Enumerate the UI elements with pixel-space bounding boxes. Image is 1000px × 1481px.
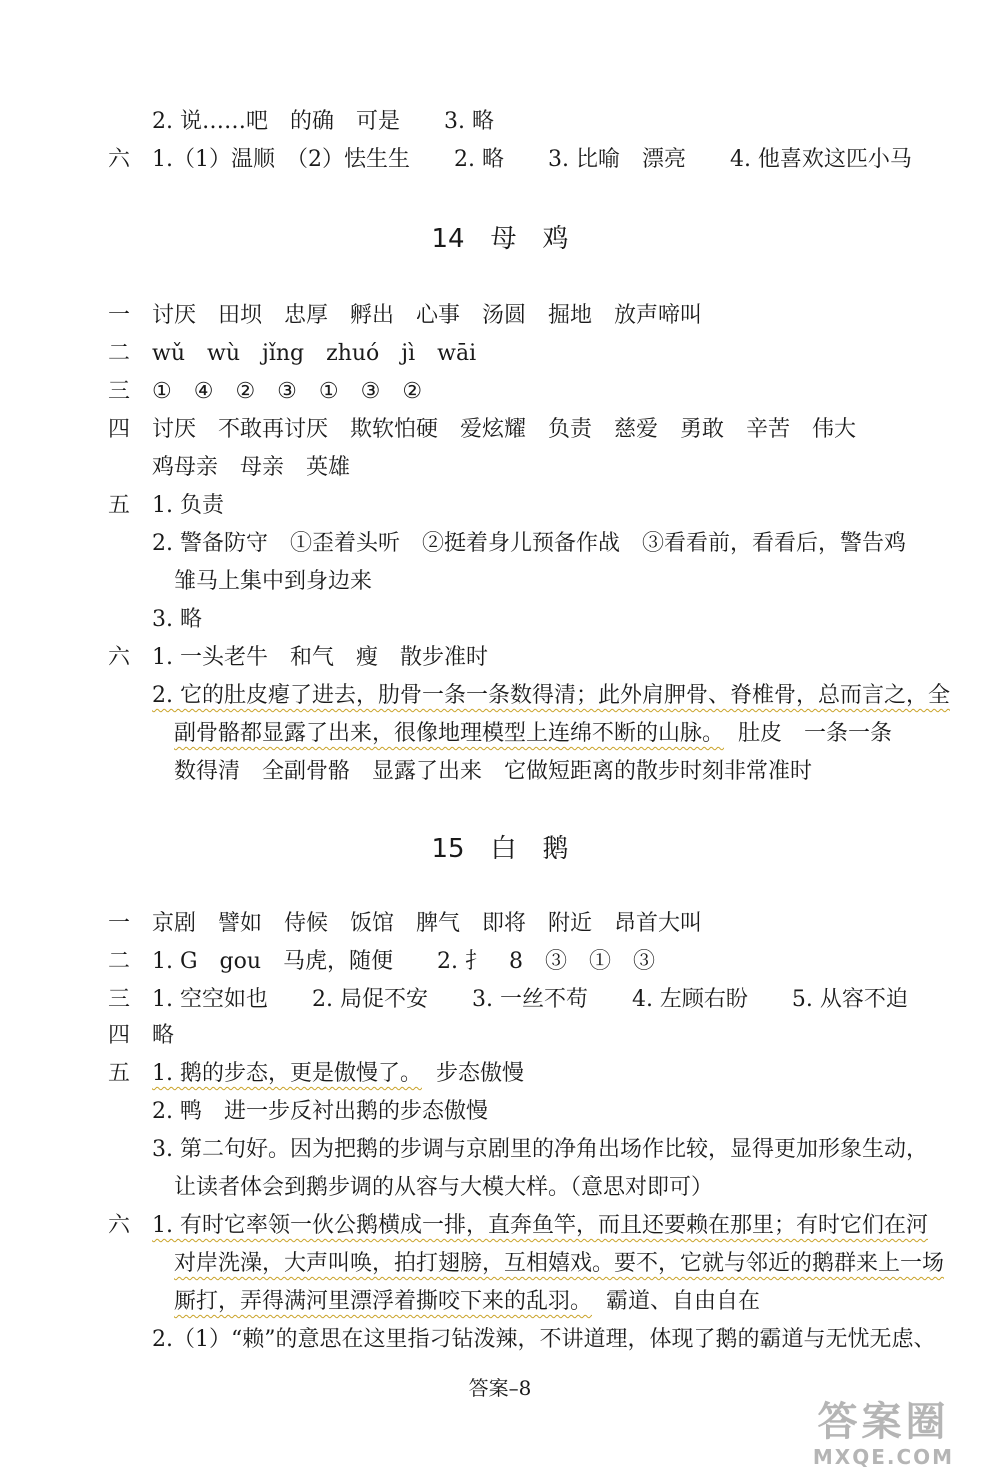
answer-text: 略 [152, 1023, 175, 1048]
answer-text: 1. 空空如也 2. 局促不安 3. 一丝不苟 4. 左顾右盼 5. 从容不迫 [152, 987, 908, 1012]
watermark-url: MXQE.COM [812, 1445, 955, 1469]
question-number: 四 [108, 1023, 131, 1048]
section-title-14: 14 母 鸡 [431, 224, 569, 254]
underlined-answer: 副骨骼都显露了出来，很像地理模型上连绵不断的山脉。 [174, 721, 725, 746]
answer-text: 3. 略 [152, 607, 202, 632]
page-number: 答案–8 [468, 1376, 532, 1400]
question-number: 五 [108, 493, 131, 518]
question-number: 一 [108, 911, 131, 936]
question-number: 二 [108, 341, 131, 366]
answer-text: 讨厌 不敢再讨厌 欺软怕硬 爱炫耀 负责 慈爱 勇敢 辛苦 伟大 [152, 417, 857, 442]
answer-text: 2. 鸭 进一步反衬出鹅的步态傲慢 [152, 1099, 488, 1124]
underlined-answer: 1. 鹅的步态，更是傲慢了。 [152, 1061, 422, 1086]
answer-text: 2.（1）“赖”的意思在这里指刁钻泼辣，不讲道理，体现了鹅的霸道与无忧无虑、 [152, 1327, 936, 1352]
answer-text: 1. 一头老牛 和气 瘦 散步准时 [152, 645, 488, 670]
question-number: 三 [108, 987, 131, 1012]
watermark-text: 答案圈 [817, 1399, 950, 1445]
answer-text: 讨厌 田坝 忠厚 孵出 心事 汤圆 掘地 放声啼叫 [152, 303, 703, 328]
answer-text: 3. 第二句好。因为把鹅的步调与京剧里的净角出场作比较，显得更加形象生动， [152, 1137, 928, 1162]
answer-text: 1. 负责 [152, 493, 224, 518]
answer-text: 雏马上集中到身边来 [174, 569, 373, 594]
answer-text: 2. 警备防守 ①歪着头听 ②挺着身儿预备作战 ③看看前，看看后，警告鸡 [152, 531, 906, 556]
answer-text: 步态傲慢 [435, 1061, 524, 1086]
answer-text: 1. G gou 马虎，随便 2. 扌 8 ③ ① ③ [152, 949, 656, 974]
answer-text: wǔ wù jǐng zhuó jì wāi [152, 341, 477, 366]
underlined-answer: 1. 有时它率领一伙公鹅横成一排，直奔鱼竿，而且还要赖在那里；有时它们在河 [152, 1213, 928, 1238]
answer-text: 1.（1）温顺 （2）怯生生 2. 略 3. 比喻 漂亮 4. 他喜欢这匹小马 [152, 147, 912, 172]
question-number: 四 [108, 417, 131, 442]
answer-text: 2. 说……吧 的确 可是 3. 略 [152, 109, 494, 134]
watermark-logo [781, 1398, 986, 1478]
question-number: 三 [108, 379, 131, 404]
question-number: 一 [108, 303, 131, 328]
underlined-answer: 2. 它的肚皮瘪了进去，肋骨一条一条数得清；此外肩胛骨、脊椎骨，总而言之，全 [152, 683, 950, 708]
answer-text: 鸡母亲 母亲 英雄 [152, 455, 351, 480]
question-number: 六 [108, 1213, 131, 1238]
answer-text: 让读者体会到鹅步调的从容与大模大样。（意思对即可） [174, 1175, 714, 1200]
question-number: 五 [108, 1061, 131, 1086]
answer-text: 肚皮 一条一条 [738, 721, 893, 746]
underlined-answer: 对岸洗澡，大声叫唤，拍打翅膀，互相嬉戏。要不，它就与邻近的鹅群来上一场 [174, 1251, 945, 1276]
answer-text: 霸道、自由自在 [606, 1289, 761, 1314]
answer-text: 数得清 全副骨骼 显露了出来 它做短距离的散步时刻非常准时 [174, 759, 813, 784]
answer-text: ① ④ ② ③ ① ③ ② [152, 379, 423, 404]
answer-text: 京剧 譬如 侍候 饭馆 脾气 即将 附近 昂首大叫 [152, 911, 703, 936]
question-number: 六 [108, 147, 131, 172]
underlined-answer: 厮打，弄得满河里漂浮着撕咬下来的乱羽。 [174, 1289, 593, 1314]
section-title-15: 15 白 鹅 [431, 834, 569, 864]
question-number: 六 [108, 645, 131, 670]
question-number: 二 [108, 949, 131, 974]
